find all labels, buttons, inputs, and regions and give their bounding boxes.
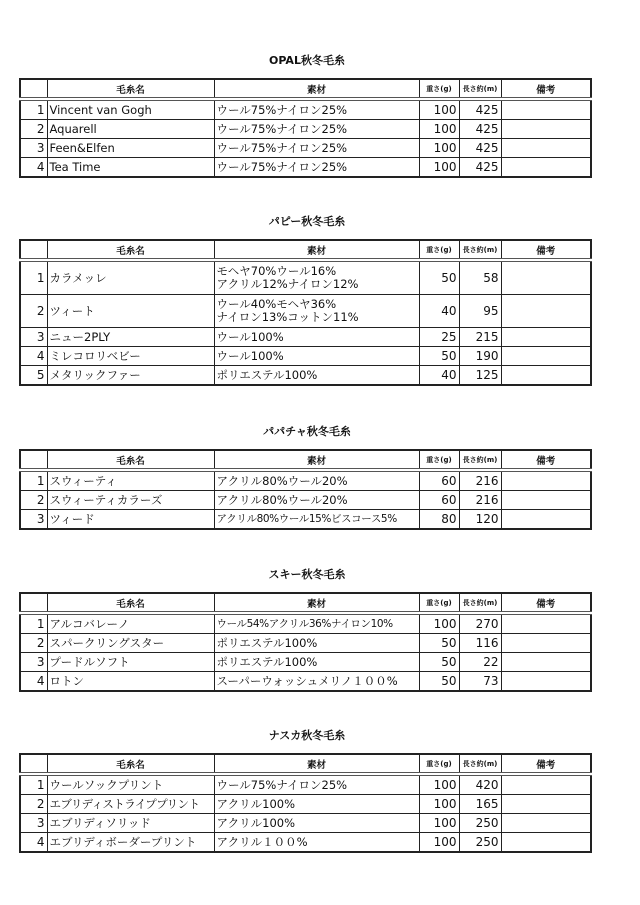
row-material: ウール75%ナイロン25% <box>214 158 419 178</box>
row-material: ウール54%アクリル36%ナイロン10% <box>214 613 419 634</box>
header-no <box>20 450 47 470</box>
row-weight: 100 <box>419 158 459 178</box>
row-notes <box>501 814 591 833</box>
row-material: ポリエステル100% <box>214 366 419 386</box>
yarn-table-puppy <box>19 239 592 386</box>
row-name: Feen&Elfen <box>47 139 214 158</box>
yarn-table-ski <box>19 592 592 692</box>
header-length: 長さ約(m) <box>459 79 501 99</box>
header-row <box>20 240 591 260</box>
row-no: 3 <box>20 510 47 530</box>
header-notes: 備考 <box>501 593 591 613</box>
row-no: 2 <box>20 491 47 510</box>
yarn-table-papacha <box>19 449 592 530</box>
table-row <box>20 347 591 366</box>
header-no <box>20 593 47 613</box>
row-length: 95 <box>459 295 501 328</box>
table-row <box>20 99 591 120</box>
table-row <box>20 158 591 178</box>
row-material: ポリエステル100% <box>214 634 419 653</box>
section-title: スキー秋冬毛糸 <box>268 568 346 581</box>
row-no: 4 <box>20 833 47 853</box>
row-name: エブリディストライププリント <box>47 795 214 814</box>
row-notes <box>501 470 591 491</box>
row-notes <box>501 833 591 853</box>
row-material: ウール75%ナイロン25% <box>214 120 419 139</box>
row-notes <box>501 795 591 814</box>
row-weight: 100 <box>419 833 459 853</box>
row-weight: 100 <box>419 795 459 814</box>
row-material: ウール100% <box>214 347 419 366</box>
row-no: 3 <box>20 653 47 672</box>
row-notes <box>501 120 591 139</box>
row-no: 4 <box>20 158 47 178</box>
row-length: 116 <box>459 634 501 653</box>
row-length: 22 <box>459 653 501 672</box>
row-weight: 40 <box>419 366 459 386</box>
table-row <box>20 814 591 833</box>
row-weight: 50 <box>419 653 459 672</box>
row-name: Tea Time <box>47 158 214 178</box>
row-no: 1 <box>20 774 47 795</box>
row-material: アクリル80%ウール20% <box>214 491 419 510</box>
row-notes <box>501 260 591 295</box>
row-material: アクリル100% <box>214 814 419 833</box>
row-length: 58 <box>459 260 501 295</box>
row-length: 425 <box>459 139 501 158</box>
row-no: 2 <box>20 120 47 139</box>
row-no: 2 <box>20 295 47 328</box>
row-notes <box>501 295 591 328</box>
header-name: 毛糸名 <box>47 450 214 470</box>
row-weight: 100 <box>419 99 459 120</box>
row-material: ウール100% <box>214 328 419 347</box>
row-material: アクリル100% <box>214 795 419 814</box>
row-name: Vincent van Gogh <box>47 99 214 120</box>
row-no: 2 <box>20 795 47 814</box>
row-weight: 100 <box>419 774 459 795</box>
section-title: ナスカ秋冬毛糸 <box>268 729 346 742</box>
yarn-table-opal <box>19 78 592 178</box>
row-no: 2 <box>20 634 47 653</box>
table-row <box>20 774 591 795</box>
row-name: スウィーティ <box>47 470 214 491</box>
table-row <box>20 260 591 295</box>
row-material: アクリル80%ウール20% <box>214 470 419 491</box>
header-material: 素材 <box>214 450 419 470</box>
header-length: 長さ約(m) <box>459 754 501 774</box>
row-weight: 50 <box>419 672 459 692</box>
row-notes <box>501 139 591 158</box>
row-weight: 100 <box>419 120 459 139</box>
row-no: 1 <box>20 99 47 120</box>
table-row <box>20 491 591 510</box>
row-notes <box>501 774 591 795</box>
header-weight: 重さ(g) <box>419 79 459 99</box>
row-weight: 50 <box>419 634 459 653</box>
row-length: 73 <box>459 672 501 692</box>
table-row <box>20 634 591 653</box>
header-name: 毛糸名 <box>47 240 214 260</box>
header-name: 毛糸名 <box>47 754 214 774</box>
row-notes <box>501 158 591 178</box>
row-notes <box>501 366 591 386</box>
header-row <box>20 450 591 470</box>
row-no: 3 <box>20 328 47 347</box>
header-row <box>20 754 591 774</box>
row-material: アクリル80%ウール15%ビスコース5% <box>214 510 419 530</box>
header-name: 毛糸名 <box>47 79 214 99</box>
row-name: プードルソフト <box>47 653 214 672</box>
row-length: 215 <box>459 328 501 347</box>
row-weight: 60 <box>419 470 459 491</box>
table-row <box>20 510 591 530</box>
header-no <box>20 754 47 774</box>
header-row <box>20 79 591 99</box>
row-length: 250 <box>459 833 501 853</box>
row-notes <box>501 347 591 366</box>
row-length: 425 <box>459 158 501 178</box>
row-material: ポリエステル100% <box>214 653 419 672</box>
header-weight: 重さ(g) <box>419 240 459 260</box>
header-no <box>20 240 47 260</box>
row-length: 165 <box>459 795 501 814</box>
table-row <box>20 653 591 672</box>
header-length: 長さ約(m) <box>459 593 501 613</box>
material-line-1: ウール40%モヘヤ36% <box>216 297 337 311</box>
row-name: ニュー2PLY <box>47 328 214 347</box>
row-name: アルコバレーノ <box>47 613 214 634</box>
row-no: 5 <box>20 366 47 386</box>
table-row <box>20 120 591 139</box>
table-row <box>20 366 591 386</box>
row-name: メタリックファー <box>47 366 214 386</box>
row-notes <box>501 653 591 672</box>
table-row <box>20 295 591 328</box>
row-material <box>214 260 419 295</box>
header-length: 長さ約(m) <box>459 450 501 470</box>
row-length: 425 <box>459 120 501 139</box>
row-name: ミレコロリベビー <box>47 347 214 366</box>
row-name: ツィード <box>47 510 214 530</box>
material-line-2: ナイロン13%コットン11% <box>216 310 359 324</box>
row-name: エブリディボーダープリント <box>47 833 214 853</box>
material-line-2: アクリル12%ナイロン12% <box>216 277 359 291</box>
row-notes <box>501 491 591 510</box>
header-no <box>20 79 47 99</box>
row-material: ウール75%ナイロン25% <box>214 774 419 795</box>
header-weight: 重さ(g) <box>419 593 459 613</box>
table-row <box>20 470 591 491</box>
header-material: 素材 <box>214 79 419 99</box>
header-notes: 備考 <box>501 754 591 774</box>
row-name: スパークリングスター <box>47 634 214 653</box>
table-row <box>20 833 591 853</box>
row-length: 125 <box>459 366 501 386</box>
row-no: 3 <box>20 814 47 833</box>
table-row <box>20 672 591 692</box>
row-length: 420 <box>459 774 501 795</box>
row-notes <box>501 510 591 530</box>
header-material: 素材 <box>214 754 419 774</box>
row-material: アクリル１００% <box>214 833 419 853</box>
row-material: スーパーウォッシュメリノ１００% <box>214 672 419 692</box>
row-notes <box>501 672 591 692</box>
row-notes <box>501 328 591 347</box>
row-length: 216 <box>459 491 501 510</box>
row-weight: 40 <box>419 295 459 328</box>
section-title: パパチャ秋冬毛糸 <box>263 425 351 438</box>
row-length: 250 <box>459 814 501 833</box>
header-notes: 備考 <box>501 450 591 470</box>
row-length: 120 <box>459 510 501 530</box>
table-row <box>20 328 591 347</box>
row-length: 216 <box>459 470 501 491</box>
row-no: 1 <box>20 613 47 634</box>
section-title: パピー秋冬毛糸 <box>268 215 346 228</box>
row-name: エブリディソリッド <box>47 814 214 833</box>
header-row <box>20 593 591 613</box>
row-weight: 25 <box>419 328 459 347</box>
row-name: ツィート <box>47 295 214 328</box>
material-line-1: モヘヤ70%ウール16% <box>216 264 337 278</box>
header-material: 素材 <box>214 240 419 260</box>
row-weight: 60 <box>419 491 459 510</box>
row-no: 1 <box>20 470 47 491</box>
header-notes: 備考 <box>501 79 591 99</box>
row-weight: 100 <box>419 814 459 833</box>
row-no: 4 <box>20 672 47 692</box>
row-notes <box>501 634 591 653</box>
header-notes: 備考 <box>501 240 591 260</box>
row-notes <box>501 613 591 634</box>
row-name: スウィーティカラーズ <box>47 491 214 510</box>
row-no: 1 <box>20 260 47 295</box>
row-material: ウール75%ナイロン25% <box>214 139 419 158</box>
row-name: カラメッレ <box>47 260 214 295</box>
header-weight: 重さ(g) <box>419 754 459 774</box>
header-length: 長さ約(m) <box>459 240 501 260</box>
row-no: 4 <box>20 347 47 366</box>
row-weight: 100 <box>419 613 459 634</box>
table-row <box>20 613 591 634</box>
row-weight: 50 <box>419 347 459 366</box>
table-row <box>20 795 591 814</box>
row-weight: 50 <box>419 260 459 295</box>
row-weight: 100 <box>419 139 459 158</box>
row-weight: 80 <box>419 510 459 530</box>
row-material: ウール75%ナイロン25% <box>214 99 419 120</box>
section-title: OPAL秋冬毛糸 <box>269 54 345 67</box>
row-length: 425 <box>459 99 501 120</box>
row-no: 3 <box>20 139 47 158</box>
row-length: 190 <box>459 347 501 366</box>
row-name: Aquarell <box>47 120 214 139</box>
row-length: 270 <box>459 613 501 634</box>
row-notes <box>501 99 591 120</box>
table-row <box>20 139 591 158</box>
header-name: 毛糸名 <box>47 593 214 613</box>
row-name: ロトン <box>47 672 214 692</box>
header-weight: 重さ(g) <box>419 450 459 470</box>
row-material <box>214 295 419 328</box>
yarn-table-nasuka <box>19 753 592 853</box>
header-material: 素材 <box>214 593 419 613</box>
row-name: ウールソックプリント <box>47 774 214 795</box>
